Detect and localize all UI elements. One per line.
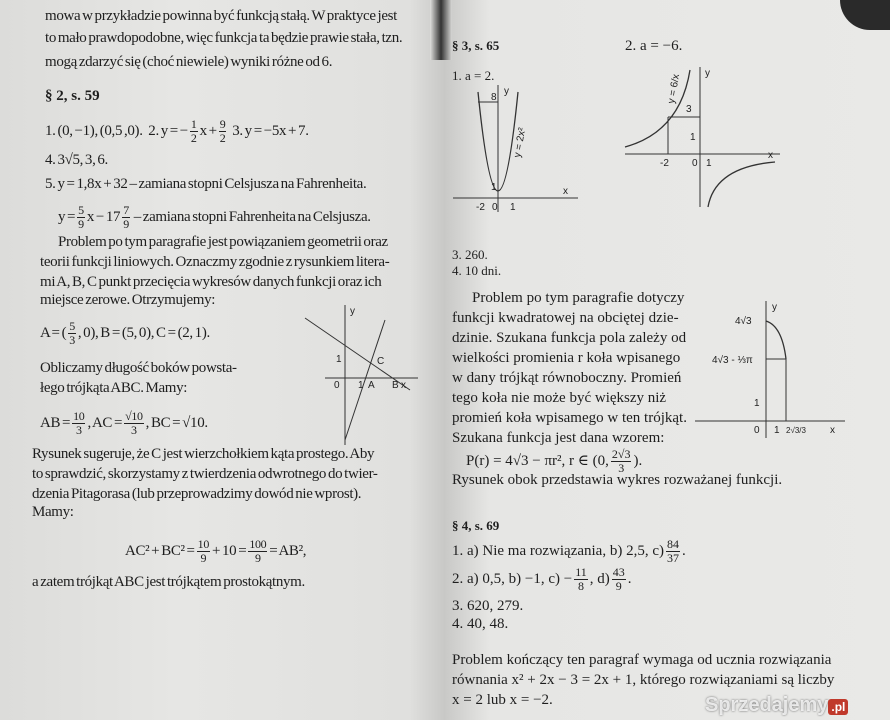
hyperbola-graph [620, 62, 785, 212]
paragraph-line: Problem po tym paragrafie dotyczy [472, 290, 685, 306]
svg-text:1: 1 [491, 182, 497, 193]
answer-line: 3. 620, 279. [452, 598, 524, 614]
one-y-label: 1 [336, 354, 342, 365]
paragraph-line: w dany trójkąt równoboczny. Promień [452, 370, 682, 386]
formula: P(r) = 4√3 − πr², r ∈ (0, $\frac{2√3}{3}$ ). [466, 447, 643, 475]
paragraph-line: promień koła wpisamego w ten trójkąt. [452, 410, 687, 426]
paragraph-line: równania x² + 2x − 3 = 2x + 1, którego rozwiązaniami są liczby [452, 672, 835, 688]
paragraph-line: funkcji kwadratowej na obciętej dzie- [452, 310, 679, 326]
answer-line: 1. a) Nie ma rozwiązania, b) 2,5, c) $\frac{84}{37}$ . [452, 537, 686, 565]
paragraph-line: Szukana funkcja jest dana wzorem: [452, 430, 665, 446]
answer-line: 2. a = −6. [625, 38, 683, 54]
paragraph-line: dzinie. Szukana funkcja pola zależy od [452, 330, 687, 346]
svg-text:1: 1 [510, 202, 516, 213]
section-heading: § 2, s. 59 [45, 88, 100, 104]
svg-text:1: 1 [690, 132, 696, 143]
svg-text:3: 3 [686, 104, 692, 115]
parabola-graph [448, 80, 588, 215]
svg-text:y: y [772, 302, 777, 313]
watermark-logo: Sprzedajemy .pl [705, 694, 848, 717]
paragraph-line: miejsce zerowe. Otrzymujemy: [40, 292, 216, 308]
answer-line: 4. 3√5, 3, 6. [45, 152, 108, 168]
paragraph-line: tego koła nie może być większy niż [452, 390, 667, 406]
one-label: 1 [358, 380, 364, 391]
svg-text:8: 8 [491, 92, 497, 103]
paragraph-line: x = 2 lub x = −2. [452, 692, 553, 708]
x-label: x [401, 380, 406, 391]
point-c-label: C [377, 356, 385, 367]
svg-text:x: x [830, 425, 835, 436]
paragraph-line: łego trójkąta ABC. Mamy: [40, 380, 188, 396]
conclusion: a zatem trójkąt ABC jest trójkątem prostokątnym. [32, 574, 305, 590]
svg-text:1: 1 [754, 398, 760, 409]
svg-text:0: 0 [492, 202, 498, 213]
zero-label: 0 [334, 380, 340, 391]
svg-text:y = 6/x: y = 6/x [666, 73, 683, 105]
answer-line: 5. y = 1,8x + 32 – zamiana stopni Celsjusza na Fahrenheita. [45, 176, 367, 192]
svg-text:y: y [705, 68, 710, 79]
equation: AC² + BC² = $\frac{10}{9}$ + 10 = $\frac{100}{9}$ = AB², [125, 537, 307, 565]
figure-caption: Rysunek obok przedstawia wykres rozważanej funkcji. [452, 472, 783, 488]
book-gutter [430, 0, 452, 60]
point-a-label: A [368, 380, 375, 391]
answer-line: 4. 40, 48. [452, 616, 509, 632]
svg-text:y: y [504, 86, 509, 97]
paragraph-line: teorii funkcji liniowych. Oznaczmy zgodnie z rysunkiem litera- [40, 254, 390, 270]
paragraph-line: Problem po tym paragrafie jest powiązaniem geometrii oraz [58, 234, 388, 250]
paragraph-line: Problem kończący ten paragraf wymaga od ucznia rozwiązania [452, 652, 832, 668]
points-line: A = ( $\frac{5}{3}$ , 0), B = (5, 0), C = (2, 1). [40, 319, 210, 347]
triangle-figure [300, 300, 420, 450]
paragraph-line: wielkości promienia r koła wpisanego [452, 350, 681, 366]
answer-line: y = $\frac{5}{9}$ x − 17 $\frac{7}{9}$ – zamiana stopni Fahrenheita na Celsjusza. [58, 203, 371, 231]
paragraph-line: Mamy: [32, 504, 74, 520]
area-function-graph [690, 296, 850, 441]
paragraph-line: Rysunek sugeruje, że C jest wierzchołkiem kąta prostego. Aby [32, 446, 375, 462]
intro-line: to mało prawdopodobne, więc funkcja ta będzie prawie stała, tzn. [45, 30, 403, 46]
point-b-label: B [392, 380, 399, 391]
answer-line: 1. a = 2. [452, 68, 495, 83]
answer-line: 2. a) 0,5, b) −1, c) − $\frac{11}{8}$ , d) $\frac{43}{9}$ . [452, 565, 632, 593]
svg-text:-2: -2 [476, 202, 485, 213]
svg-text:4√3 - ⅓π: 4√3 - ⅓π [712, 355, 753, 366]
paragraph-line: dzenia Pitagorasa (lub przeprowadzimy dowód nie wprost). [32, 486, 362, 502]
svg-text:2√3/3: 2√3/3 [786, 426, 806, 435]
svg-text:-2: -2 [660, 158, 669, 169]
line-2 [345, 320, 385, 440]
y-label: y [350, 306, 355, 317]
intro-line: mowa w przykładzie powinna być funkcją stałą. W praktyce jest [45, 8, 397, 24]
answer-line: 1. (0, −1), (0,5 ,0). 2. y = − $\frac{1}{2}$ x + $\frac{9}{2}$ 3. y = −5x + 7. [45, 117, 309, 145]
intro-line: mogą zdarzyć się (choć niewiele) wyniki różne od 6. [45, 54, 333, 70]
answer-line: 3. 260. [452, 247, 488, 262]
lengths-line: AB = $\frac{10}{3}$ , AC = $\frac{√10}{3}$ , BC = √10. [40, 409, 208, 437]
paragraph-line: mi A, B, C punkt przecięcia wykresów danych funkcji oraz ich [40, 274, 382, 290]
section-heading: § 3, s. 65 [452, 38, 500, 53]
svg-text:0: 0 [692, 158, 698, 169]
svg-text:x: x [768, 150, 773, 161]
paragraph-line: Obliczamy długość boków powsta- [40, 360, 237, 376]
svg-text:0: 0 [754, 425, 760, 436]
answer-line: 4. 10 dni. [452, 263, 502, 278]
svg-text:1: 1 [706, 158, 712, 169]
paragraph-line: to sprawdzić, skorzystamy z twierdzenia odwrotnego do twier- [32, 466, 378, 482]
svg-text:y = 2x²: y = 2x² [512, 126, 529, 159]
section-heading: § 4, s. 69 [452, 518, 500, 533]
svg-text:1: 1 [774, 425, 780, 436]
svg-text:x: x [563, 186, 568, 197]
svg-text:4√3: 4√3 [735, 316, 752, 327]
